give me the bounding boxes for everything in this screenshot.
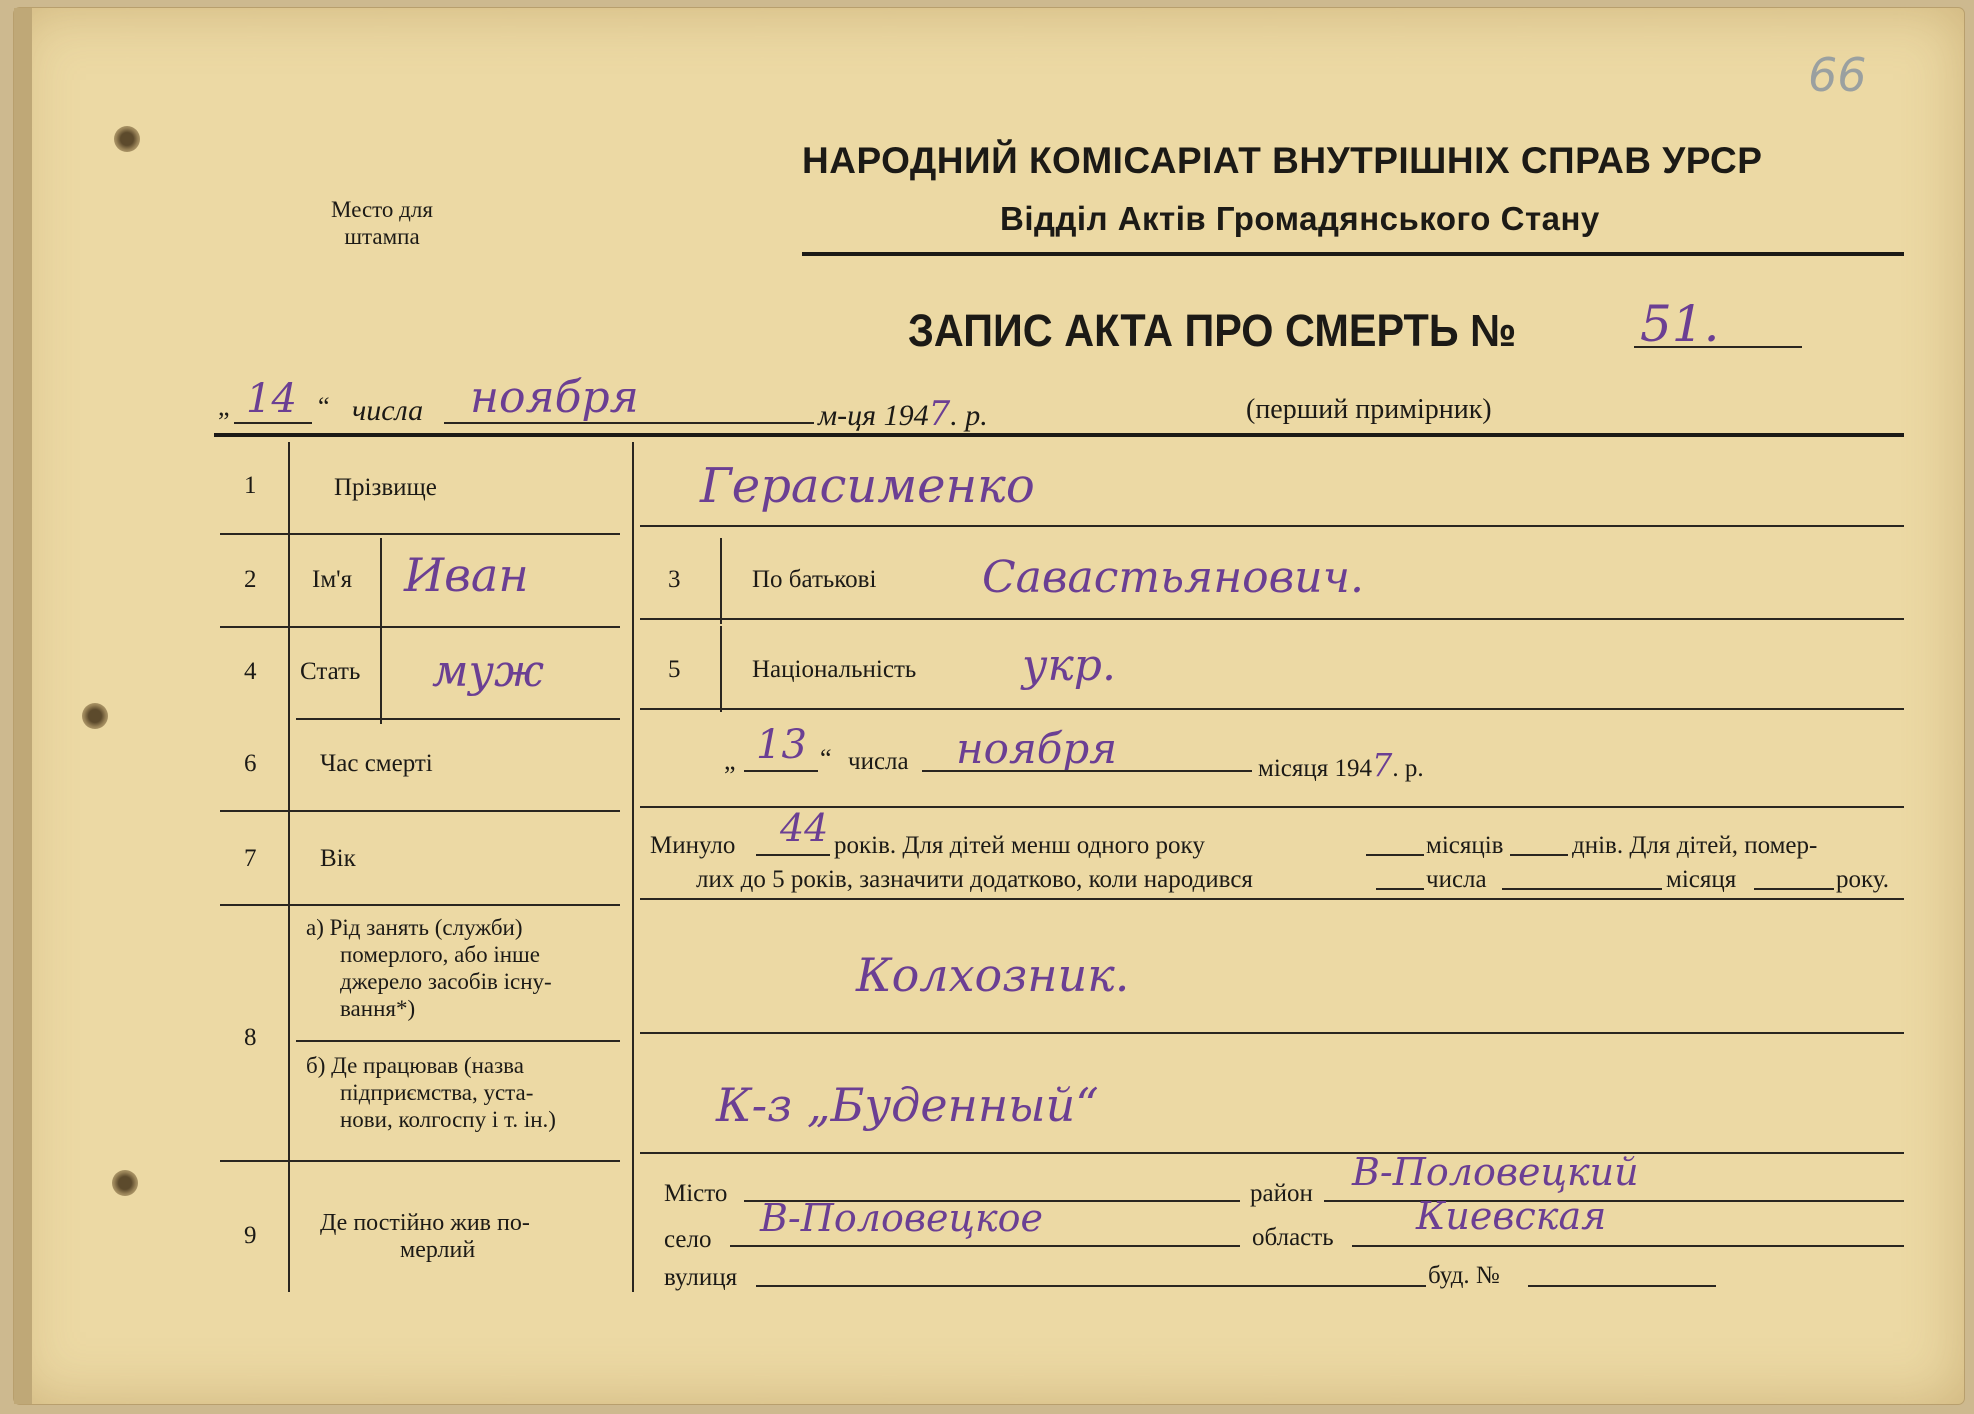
org-title: НАРОДНИЙ КОМІСАРІАТ ВНУТРІШНІХ СПРАВ УРСР [802,140,1763,181]
age-misiatsia: місяця [1666,866,1737,893]
raion-value: В-Половецкий [1352,1150,1639,1194]
record-chysla-label: числа [352,394,424,427]
quote-open: „ [724,746,736,775]
age-dniv: днів. Для дітей, помер- [1572,832,1818,859]
occupation-label-line: вання*) [340,996,416,1021]
occupation-value: Колхозник. [856,948,1130,1002]
oblast-underline [1352,1245,1904,1247]
age-line1: років. Для дітей менш одного року [834,832,1205,859]
name-sex-divider [380,538,382,724]
age-line2: лих до 5 років, зазначити додатково, коли народився [696,866,1253,893]
occupation-label-line: а) Рід занять (служби) [306,915,523,940]
table-top-rule [214,433,1904,437]
row-divider [296,1040,620,1042]
sex-label: Стать [300,658,361,685]
raion-underline [1324,1200,1904,1202]
record-day: 14 [246,376,297,422]
dept-title: Відділ Актів Громадянського Стану [1000,200,1600,237]
row-divider [220,533,620,535]
selo-underline [730,1245,1240,1247]
death-year-digit: 7 [1372,746,1393,784]
quote-close: “ [820,744,832,773]
row-divider [640,806,1904,808]
row-divider [640,618,1904,620]
death-year-suffix: . р. [1392,755,1424,782]
nationality-divider [720,626,722,712]
age-label: Вік [320,845,356,872]
selo-label: село [664,1226,712,1253]
field-number: 1 [244,472,257,499]
row-divider [640,708,1904,710]
age-roku: року. [1836,866,1890,893]
quote-open: „ [218,392,230,421]
quote-close: “ [318,392,330,421]
field-number: 4 [244,658,257,685]
nationality-value: укр. [1022,640,1116,691]
surname-value: Герасименко [700,458,1035,514]
stamp-place-line: Место для [331,197,433,222]
record-number-underline [1634,346,1802,348]
record-month-underline [444,422,814,424]
punch-hole [82,703,108,729]
row-divider [220,1160,620,1162]
occupation-label [306,914,552,1022]
row-divider [220,904,620,906]
oblast-value: Киевская [1416,1194,1607,1238]
age-years-underline [756,854,830,856]
death-chysla-label: числа [848,748,909,775]
surname-underline [640,525,1904,527]
table-label-divider [632,442,634,1292]
record-year-suffix: . р. [950,399,988,432]
workplace-label-line: б) Де працював (назва [306,1053,524,1078]
surname-label: Прізвище [334,474,437,501]
age-blank [1510,854,1568,856]
field-number: 9 [244,1222,257,1249]
row-divider [640,898,1904,900]
death-time-label: Час смерті [320,750,433,777]
table-num-divider [288,442,290,1292]
patronymic-label: По батькові [752,566,877,593]
corner-number: 66 [1808,48,1867,102]
death-month: ноября [956,724,1118,773]
punch-hole [112,1170,138,1196]
oblast-label: область [1252,1224,1334,1251]
record-year-prefix: м-ця 194 [818,399,929,432]
city-label: Місто [664,1180,728,1207]
street-label: вулиця [664,1264,738,1291]
sex-value: муж [432,646,545,697]
patronymic-divider [720,538,722,624]
record-month: ноября [470,372,639,423]
building-underline [1528,1285,1716,1287]
occupation-label-line: джерело засобів існу- [340,969,552,994]
residence-label [320,1210,530,1264]
row-divider [640,1032,1904,1034]
age-blank [1376,888,1424,890]
workplace-label [306,1052,556,1133]
raion-label: район [1250,1180,1313,1207]
field-number: 2 [244,566,257,593]
death-year-prefix: місяця 194 [1258,755,1372,782]
header-rule [802,252,1904,256]
stamp-place-line: штампа [344,224,420,249]
field-number: 7 [244,845,257,872]
row-divider [296,718,620,720]
record-year-digit: 7 [928,394,951,434]
name-value: Иван [404,548,529,602]
residence-label-line: Де постійно жив по- [320,1210,530,1236]
occupation-label-line: померлого, або інше [340,942,540,967]
age-blank [1754,888,1834,890]
row-divider [640,1152,1904,1154]
patronymic-value: Савастьянович. [982,552,1364,603]
workplace-value: К-з „Буденный“ [716,1078,1099,1132]
age-blank [1366,854,1424,856]
stamp-place-label [312,196,452,250]
row-divider [220,810,620,812]
age-blank [1502,888,1662,890]
field-number: 3 [668,566,681,593]
building-label: буд. № [1428,1262,1500,1289]
age-years: 44 [780,806,829,850]
age-chysla: числа [1426,866,1487,893]
field-number: 8 [244,1024,257,1051]
record-year [818,394,988,434]
punch-hole [114,126,140,152]
field-number: 5 [668,656,681,683]
workplace-label-line: нови, колгоспу і т. ін.) [340,1107,556,1132]
death-day: 13 [756,722,807,768]
card-left-edge [14,8,32,1404]
name-label: Ім'я [312,566,353,593]
death-record-card [14,8,1964,1404]
workplace-label-line: підприємства, уста- [340,1080,534,1105]
record-title: ЗАПИС АКТА ПРО СМЕРТЬ № [908,305,1517,356]
death-month-underline [922,770,1252,772]
age-misiatsiv: місяців [1426,832,1504,859]
residence-label-line: мерлий [400,1237,476,1263]
row-divider [220,626,620,628]
street-underline [756,1285,1426,1287]
selo-value: В-Половецкое [760,1196,1044,1240]
death-year [1258,746,1424,784]
copy-label: (перший примірник) [1246,394,1492,425]
record-day-underline [234,422,312,424]
field-number: 6 [244,750,257,777]
nationality-label: Національність [752,656,917,683]
death-day-underline [744,770,818,772]
record-number: 51. [1640,295,1720,353]
age-mynulo: Минуло [650,832,736,859]
